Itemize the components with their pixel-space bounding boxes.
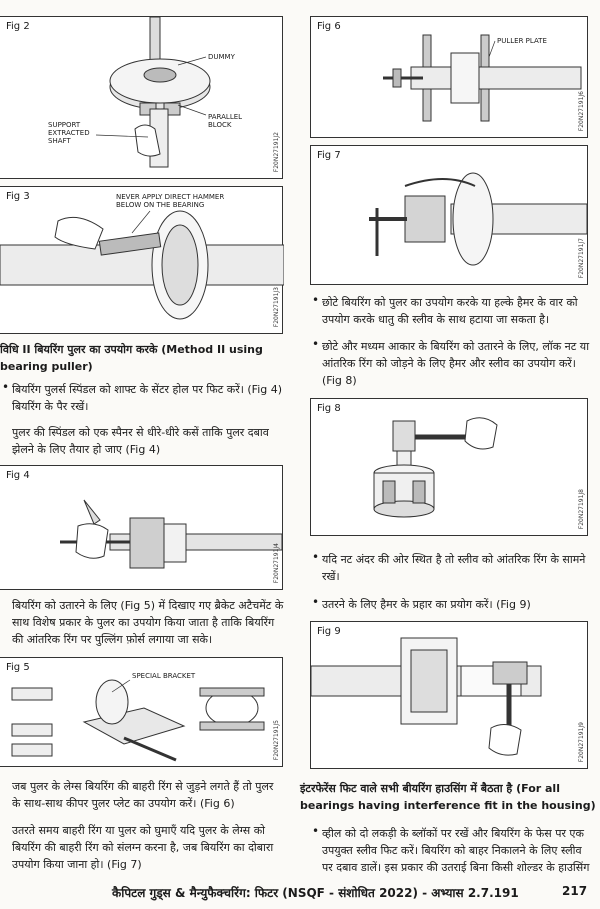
bullet-1-line-1: छोटे बियरिंग को पुलर का उपयोग करके या हल्के हैमर के वार को	[322, 296, 578, 309]
bullet-dot: •	[312, 550, 320, 564]
para-5-line-3: उपयोग किया जाना हो। (Fig 7)	[12, 858, 142, 871]
page-number: 217	[562, 884, 588, 898]
figure-3-callout-no-hammer: NEVER APPLY DIRECT HAMMER BELOW ON THE BEARING	[116, 193, 225, 209]
bullet-dot: •	[312, 337, 320, 351]
method-2-heading-line-1: विधि II बियरिंग पुलर का उपयोग करके (Method II using	[0, 343, 263, 356]
figure-7-label: Fig 7	[317, 150, 341, 161]
figure-6-label: Fig 6	[317, 21, 341, 32]
figure-4	[0, 465, 283, 590]
figure-7-drawing	[311, 146, 589, 286]
figure-9-code: F20N27191J9	[578, 721, 585, 762]
para-3-line-2: साथ विशेष प्रकार के पुलर का उपयोग किया जाता है ताकि बियरिंग	[12, 616, 275, 629]
para-2-line-2: झेलने के लिए तैयार हो जाए (Fig 4)	[12, 443, 161, 456]
figure-2	[0, 16, 283, 179]
bullet-5-line-1: व्हील को दो लकड़ी के ब्लॉकों पर रखें और बियरिंग के फेस पर एक	[322, 827, 584, 840]
figure-3-drawing	[0, 187, 284, 335]
figure-6	[310, 16, 588, 138]
bullet-5-line-2: उपयुक्त स्लीव फिट करें। बियरिंग को बाहर निकालने के लिए स्लीव	[322, 844, 582, 857]
bullet-5-line-3: पर दबाव डालें। इस प्रकार की उतराई बिना किसी शोल्डर के हाउसिंग	[322, 861, 590, 874]
figure-9	[310, 621, 588, 769]
figure-2-callout-support-shaft: SUPPORT EXTRACTED SHAFT	[48, 121, 90, 145]
figure-4-label: Fig 4	[6, 470, 30, 481]
figure-5	[0, 657, 283, 767]
para-4-line-1: जब पुलर के लेग्स बियरिंग की बाहरी रिंग से जुड़ने लगते हैं तो पुलर	[12, 780, 274, 793]
figure-9-drawing	[311, 622, 589, 770]
figure-8-drawing	[311, 399, 589, 537]
bullet-2-line-2: आंतरिक रिंग को जोड़ने के लिए हैमर और स्लीव का उपयोग करें।	[322, 357, 576, 370]
bullet-3-line-2: रखें।	[322, 570, 340, 583]
para-3-line-1: बियरिंग को उतारने के लिए (Fig 5) में दिखाए गए ब्रैकेट अटैचमेंट के	[12, 599, 284, 612]
figure-7	[310, 145, 588, 285]
figure-3-label: Fig 3	[6, 191, 30, 202]
figure-5-code: F20N27191J5	[273, 719, 280, 760]
figure-8	[310, 398, 588, 536]
para-5-line-1: उतरते समय बाहरी रिंग या पुलर को घुमाएँ यदि पुलर के लेग्स को	[12, 824, 266, 837]
bullet-dot: •	[312, 595, 320, 609]
bullet-1-line-2: उपयोग करके धातु की स्लीव के साथ हटाया जा सकता है।	[322, 313, 550, 326]
section-heading-line-2: bearings having interference fit in the housing)	[300, 799, 596, 812]
figure-8-code: F20N27191J8	[578, 488, 585, 529]
method-2-heading-line-2: bearing puller)	[0, 360, 93, 373]
bullet-3-line-1: यदि नट अंदर की ओर स्थित है तो स्लीव को आंतरिक रिंग के सामने	[322, 553, 586, 566]
bullet-dot: •	[2, 380, 10, 394]
figure-2-callout-parallel-block: PARALLEL BLOCK	[208, 113, 243, 129]
para-3-line-3: की आंतरिक रिंग पर पुल्लिंग फ़ोर्स लगाया जा सके।	[12, 633, 213, 646]
figure-6-callout-puller-plate: PULLER PLATE	[497, 37, 547, 45]
figure-2-label: Fig 2	[6, 21, 30, 32]
para-2-line-1: पुलर की स्पिंडल को एक स्पैनर से धीरे-धीरे कसें ताकि पुलर दबाव	[12, 426, 269, 439]
figure-8-label: Fig 8	[317, 403, 341, 414]
figure-2-drawing	[0, 17, 284, 180]
bullet-dot: •	[312, 293, 320, 307]
bullet-2-line-3: (Fig 8)	[322, 374, 357, 387]
para-4-line-2: के साथ-साथ कीपर पुलर प्लेट का उपयोग करें। (Fig 6)	[12, 797, 235, 810]
figure-2-callout-dummy: DUMMY	[208, 53, 235, 61]
figure-5-callout-special-bracket: SPECIAL BRACKET	[132, 672, 196, 680]
bullet-2-line-1: छोटे और मध्यम आकार के बियरिंग को उतारने के लिए, लॉक नट या	[322, 340, 590, 353]
figure-6-drawing	[311, 17, 589, 139]
figure-3	[0, 186, 283, 334]
figure-6-code: F20N27191J6	[578, 90, 585, 131]
figure-4-drawing	[0, 466, 284, 591]
footer-title: कैपिटल गुड्स & मैन्युफैक्चरिंग: फिटर (NSQF - संशोधित 2022) - अभ्यास 2.7.191	[112, 886, 519, 900]
bullet-4-line-1: उतरने के लिए हैमर के प्रहार का प्रयोग करें। (Fig 9)	[322, 598, 531, 611]
para-1-line-2: बियरिंग के पैर रखें।	[12, 400, 89, 413]
figure-4-code: F20N27191J4	[273, 542, 280, 583]
figure-9-label: Fig 9	[317, 626, 341, 637]
para-5-line-2: बियरिंग की बाहरी रिंग को संलग्न करना है, जब बियरिंग का दोबारा	[12, 841, 274, 854]
bullet-dot: •	[312, 824, 320, 838]
para-1-line-1: बियरिंग पुलर्स स्पिंडल को शाफ्ट के सेंटर होल पर फिट करें। (Fig 4)	[12, 383, 283, 396]
figure-2-code: F20N27191J2	[273, 131, 280, 172]
figure-7-code: F20N27191J7	[578, 237, 585, 278]
figure-5-label: Fig 5	[6, 662, 30, 673]
section-heading-line-1: इंटरफेरेंस फिट वाले सभी बीयरिंग हाउसिंग में बैठता है (For all	[300, 782, 560, 795]
figure-3-code: F20N27191J3	[273, 286, 280, 327]
